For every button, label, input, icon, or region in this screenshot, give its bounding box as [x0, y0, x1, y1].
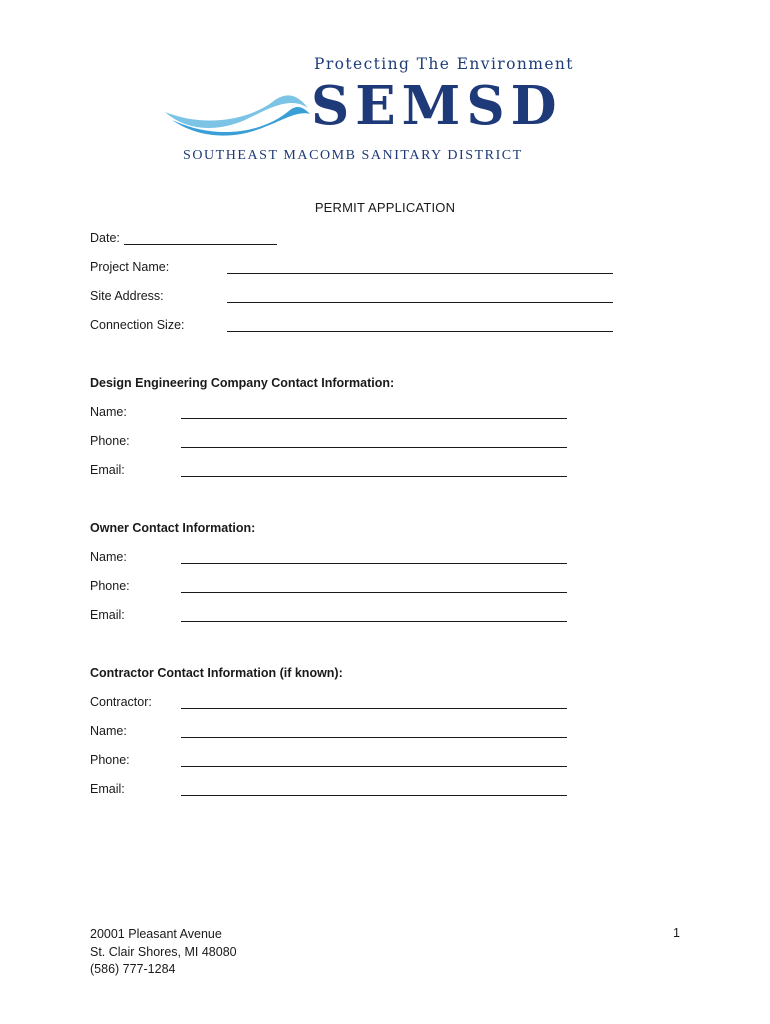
project-name-label: Project Name: [90, 260, 170, 274]
owner-heading: Owner Contact Information: [90, 521, 256, 535]
footer-phone: (586) 777-1284 [90, 962, 176, 976]
design-email-label: Email: [90, 463, 125, 477]
date-field[interactable] [124, 244, 277, 245]
design-email-field[interactable] [181, 476, 567, 477]
owner-email-field[interactable] [181, 621, 567, 622]
contractor-name-label: Name: [90, 724, 127, 738]
footer-street: 20001 Pleasant Avenue [90, 927, 222, 941]
site-address-label: Site Address: [90, 289, 164, 303]
footer-address [90, 926, 237, 979]
date-label: Date: [90, 231, 120, 245]
site-address-field[interactable] [227, 302, 613, 303]
design-name-label: Name: [90, 405, 127, 419]
design-phone-field[interactable] [181, 447, 567, 448]
project-name-field[interactable] [227, 273, 613, 274]
page-number: 1 [673, 926, 680, 940]
design-engineering-heading: Design Engineering Company Contact Information: [90, 376, 395, 390]
contractor-name-field[interactable] [181, 737, 567, 738]
logo-brand-name: SEMSD [311, 75, 563, 137]
owner-name-label: Name: [90, 550, 127, 564]
design-name-field[interactable] [181, 418, 567, 419]
footer-city: St. Clair Shores, MI 48080 [90, 944, 237, 959]
owner-phone-label: Phone: [90, 579, 130, 593]
contractor-label: Contractor: [90, 695, 152, 709]
contractor-field[interactable] [181, 708, 567, 709]
page-title: PERMIT APPLICATION [314, 200, 456, 215]
contractor-phone-label: Phone: [90, 753, 130, 767]
connection-size-label: Connection Size: [90, 318, 185, 332]
logo-district-name: SOUTHEAST MACOMB SANITARY DISTRICT [183, 148, 523, 163]
contractor-email-label: Email: [90, 782, 125, 796]
design-phone-label: Phone: [90, 434, 130, 448]
owner-email-label: Email: [90, 608, 125, 622]
owner-phone-field[interactable] [181, 592, 567, 593]
contractor-heading: Contractor Contact Information (if known): [90, 666, 343, 680]
connection-size-field[interactable] [227, 331, 613, 332]
contractor-email-field[interactable] [181, 795, 567, 796]
owner-name-field[interactable] [181, 563, 567, 564]
contractor-phone-field[interactable] [181, 766, 567, 767]
logo-tagline: Protecting The Environment [314, 55, 574, 73]
